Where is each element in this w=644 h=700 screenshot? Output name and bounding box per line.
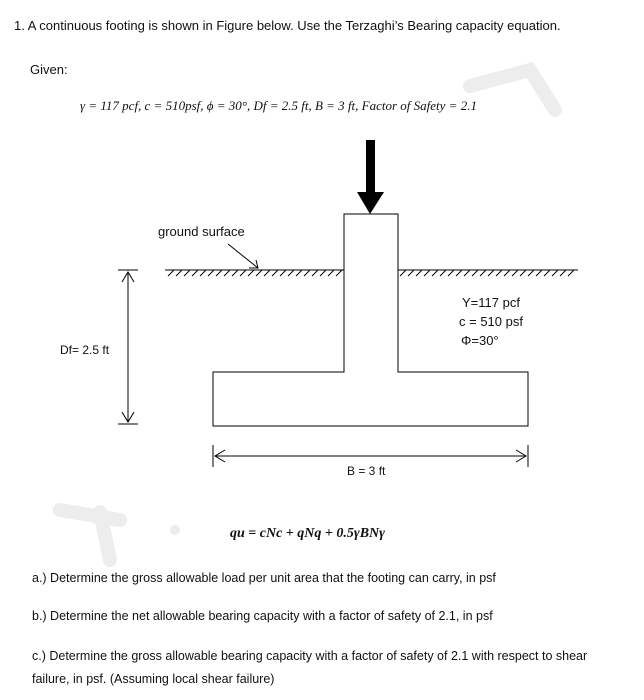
part-a: a.) Determine the gross allowable load per unit area that the footing can carry, in psf — [32, 571, 496, 585]
terzaghi-formula: qu = cNc + qNq + 0.5γBNγ — [230, 526, 385, 541]
part-c-line2: failure, in psf. (Assuming local shear failure) — [32, 672, 275, 686]
df-dimension — [118, 270, 138, 424]
b-label: B = 3 ft — [347, 464, 386, 478]
part-b: b.) Determine the net allowable bearing capacity with a factor of safety of 2.1, in psf — [32, 609, 493, 623]
given-equation: γ = 117 pcf, c = 510psf, ϕ = 30°, Df = 2.5 ft, B = 3 ft, Factor of Safety = 2.1 — [80, 98, 477, 113]
soil-friction-angle: Φ=30° — [461, 333, 499, 348]
load-arrow — [357, 140, 384, 214]
given-label: Given: — [30, 62, 68, 77]
df-label: Df= 2.5 ft — [60, 343, 110, 357]
ground-surface-label: ground surface — [158, 224, 245, 239]
question-title: 1. A continuous footing is shown in Figure below. Use the Terzaghi’s Bearing capacity equation. — [14, 18, 561, 33]
soil-gamma: Y=117 pcf — [462, 295, 520, 310]
ground-surface-left — [165, 270, 345, 276]
ground-surface-pointer — [228, 244, 258, 268]
soil-cohesion: c = 510 psf — [459, 314, 523, 329]
ground-surface-right — [398, 270, 578, 276]
part-c-line1: c.) Determine the gross allowable bearing capacity with a factor of safety of 2.1 with respect to shear — [32, 649, 588, 663]
